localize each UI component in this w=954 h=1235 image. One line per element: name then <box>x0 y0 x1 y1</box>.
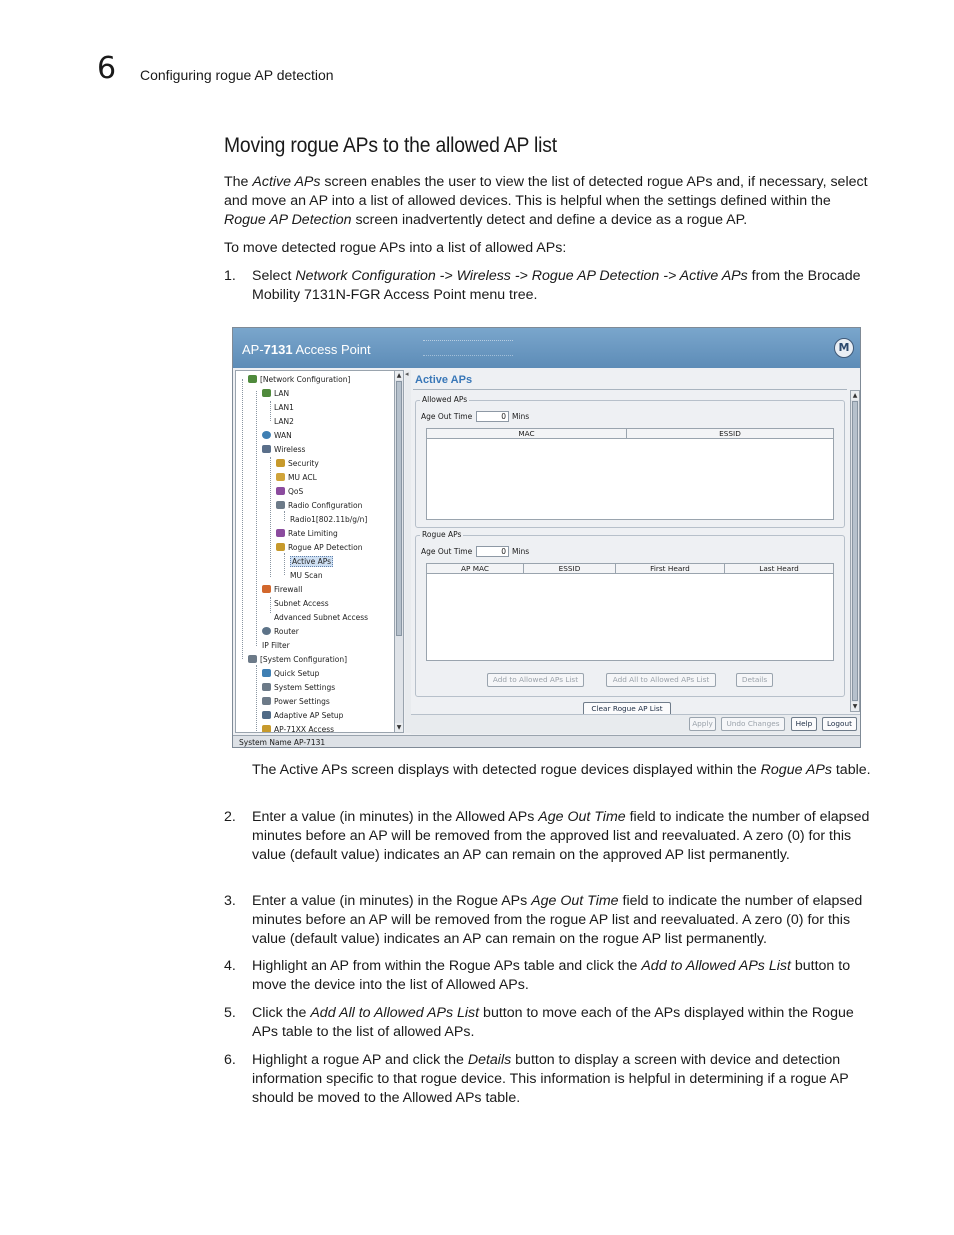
step-5: 5. Click the Add All to Allowed APs List button to move each of the APs displayed within the Rogue APs table to the list of allowed APs. <box>224 1005 854 1040</box>
undo-changes-button[interactable]: Undo Changes <box>721 717 785 731</box>
app-brand: AP-7131 Access Point <box>242 342 371 357</box>
column-header-essid[interactable]: ESSID <box>627 429 834 439</box>
network-icon <box>248 375 257 383</box>
step-4: 4. Highlight an AP from within the Rogue APs table and click the Add to Allowed APs List button to move the device into the list of Allowed APs. <box>224 958 851 993</box>
add-all-to-allowed-button[interactable]: Add All to Allowed APs List <box>606 673 716 687</box>
action-bar <box>411 714 860 734</box>
tree-item-active-aps[interactable]: Active APs <box>292 556 332 566</box>
chapter-title: Configuring rogue AP detection <box>140 67 334 83</box>
power-icon <box>262 697 271 705</box>
rogue-aps-group <box>415 530 845 697</box>
tree-item-rate-limiting[interactable]: Rate Limiting <box>276 527 338 539</box>
motorola-logo-icon: M <box>834 338 854 358</box>
system-icon <box>248 655 257 663</box>
content-scroll-thumb[interactable] <box>852 401 858 701</box>
allowed-aps-label: Allowed APs <box>422 395 468 404</box>
tree-item-system-configuration[interactable]: [System Configuration] <box>248 653 347 665</box>
after-screenshot-paragraph: The Active APs screen displays with detected rogue devices displayed within the Rogue APs table. <box>252 762 871 778</box>
app-header <box>233 328 860 368</box>
settings-icon <box>262 683 271 691</box>
tree-item-qos[interactable]: QoS <box>276 485 303 497</box>
column-header-last-heard[interactable]: Last Heard <box>725 564 834 574</box>
add-to-allowed-button[interactable]: Add to Allowed APs List <box>487 673 584 687</box>
tree-item-mu-acl[interactable]: MU ACL <box>276 471 317 483</box>
rogue-age-out-label: Age Out Time <box>421 547 473 556</box>
tree-item-wireless[interactable]: Wireless <box>262 443 305 455</box>
qos-icon <box>276 487 285 495</box>
allowed-age-out-label: Age Out Time <box>421 412 473 421</box>
acl-icon <box>276 473 285 481</box>
column-header-essid[interactable]: ESSID <box>524 564 616 574</box>
menu-tree[interactable] <box>235 370 395 733</box>
tree-item-lan[interactable]: LAN <box>262 387 289 399</box>
page-title: Active APs <box>415 374 473 386</box>
tree-item-system-settings[interactable]: System Settings <box>262 681 335 693</box>
globe-icon <box>262 431 271 439</box>
status-bar: System Name AP-7131 <box>233 735 860 748</box>
rate-limit-icon <box>276 529 285 537</box>
tree-item-subnet-access[interactable]: Subnet Access <box>274 598 329 608</box>
tree-item-advanced-subnet-access[interactable]: Advanced Subnet Access <box>274 612 369 622</box>
tree-item-network-configuration[interactable]: [Network Configuration] <box>248 373 350 385</box>
scroll-down-icon[interactable]: ▼ <box>852 703 858 710</box>
step-3: 3. Enter a value (in minutes) in the Rogue APs Age Out Time field to indicate the number of elapsed minutes before an AP will be removed from the rogue AP list and reevaluated. A zero (0) for this value (default value) indicates an AP can remain on the rogue AP list permanently. <box>224 893 863 947</box>
access-icon <box>262 725 271 733</box>
tree-item-radio1[interactable]: Radio1[802.11b/g/n] <box>290 514 368 524</box>
step-2: 2. Enter a value (in minutes) in the Allowed APs Age Out Time field to indicate the number of elapsed minutes before an AP will be removed from the approved list and reevaluated. A zero (0) for this value (default value) indicates an AP can remain on the approved AP list permanently. <box>224 809 870 863</box>
allowed-age-out-unit: Mins <box>512 412 530 421</box>
tree-item-wan[interactable]: WAN <box>262 429 292 441</box>
tree-item-lan2[interactable]: LAN2 <box>274 416 294 426</box>
section-title: Moving rogue APs to the allowed AP list <box>224 134 557 157</box>
intro-paragraph: The Active APs screen enables the user to view the list of detected rogue APs and, if necessary, select and move an AP into a list of allowed devices. This is helpful when the settings defined within the Rogue AP Detection screen inadvertently detect and define a device as a rogue AP. <box>224 174 868 228</box>
tree-item-firewall[interactable]: Firewall <box>262 583 302 595</box>
active-aps-panel <box>411 370 849 714</box>
allowed-age-out-input[interactable]: 0 <box>476 411 509 422</box>
details-button[interactable]: Details <box>736 673 773 687</box>
apply-button[interactable]: Apply <box>689 717 716 731</box>
clear-rogue-ap-list-button[interactable]: Clear Rogue AP List <box>583 702 671 716</box>
tree-item-mu-scan[interactable]: MU Scan <box>290 570 323 580</box>
tree-item-lan1[interactable]: LAN1 <box>274 402 294 412</box>
header-decoration <box>423 340 513 356</box>
column-header-mac[interactable]: MAC <box>427 429 627 439</box>
ap-screenshot <box>232 327 861 748</box>
tree-scrollbar[interactable] <box>394 370 404 733</box>
antenna-icon <box>276 501 285 509</box>
rogue-aps-label: Rogue APs <box>422 530 462 539</box>
tree-item-security[interactable]: Security <box>276 457 319 469</box>
lan-icon <box>262 389 271 397</box>
router-icon <box>262 627 271 635</box>
adaptive-ap-icon <box>262 711 271 719</box>
allowed-aps-table[interactable] <box>426 428 834 520</box>
pane-splitter[interactable]: ◂ <box>405 370 411 733</box>
tree-item-adaptive-ap-setup[interactable]: Adaptive AP Setup <box>262 709 343 721</box>
tree-item-radio-configuration[interactable]: Radio Configuration <box>276 499 362 511</box>
wireless-icon <box>262 445 271 453</box>
rogue-age-out-unit: Mins <box>512 547 530 556</box>
column-header-ap-mac[interactable]: AP MAC <box>427 564 524 574</box>
rogue-aps-table[interactable] <box>426 563 834 661</box>
scroll-down-icon[interactable]: ▼ <box>396 724 402 731</box>
firewall-icon <box>262 585 271 593</box>
rogue-age-out-input[interactable]: 0 <box>476 546 509 557</box>
help-button[interactable]: Help <box>791 717 817 731</box>
column-header-first-heard[interactable]: First Heard <box>616 564 725 574</box>
scroll-up-icon[interactable]: ▲ <box>852 392 858 399</box>
logout-button[interactable]: Logout <box>822 717 857 731</box>
chapter-number: 6 <box>97 51 117 86</box>
tree-item-router[interactable]: Router <box>262 625 299 637</box>
tree-item-power-settings[interactable]: Power Settings <box>262 695 330 707</box>
arrow-icon <box>262 669 271 677</box>
tree-item-rogue-ap-detection[interactable]: Rogue AP Detection <box>276 541 362 553</box>
scroll-up-icon[interactable]: ▲ <box>396 372 402 379</box>
tree-item-quick-setup[interactable]: Quick Setup <box>262 667 319 679</box>
tree-item-ip-filter[interactable]: IP Filter <box>262 640 290 650</box>
rogue-detection-icon <box>276 543 285 551</box>
content-scrollbar[interactable] <box>850 390 860 712</box>
lead-paragraph: To move detected rogue APs into a list of allowed APs: <box>224 240 567 256</box>
step-6: 6. Highlight a rogue AP and click the Details button to display a screen with device and detection information specific to that rogue device. This information is helpful in determining if a rogue AP should be moved to the Allowed APs table. <box>224 1052 849 1106</box>
tree-item-ap-71xx-access[interactable]: AP-71XX Access <box>262 723 334 733</box>
allowed-aps-group <box>415 395 845 528</box>
step-1: 1. Select Network Configuration -> Wireless -> Rogue AP Detection -> Active APs from the Brocade Mobility 7131N-FGR Access Point menu tree. <box>224 268 861 303</box>
tree-scroll-thumb[interactable] <box>396 381 402 636</box>
lock-icon <box>276 459 285 467</box>
